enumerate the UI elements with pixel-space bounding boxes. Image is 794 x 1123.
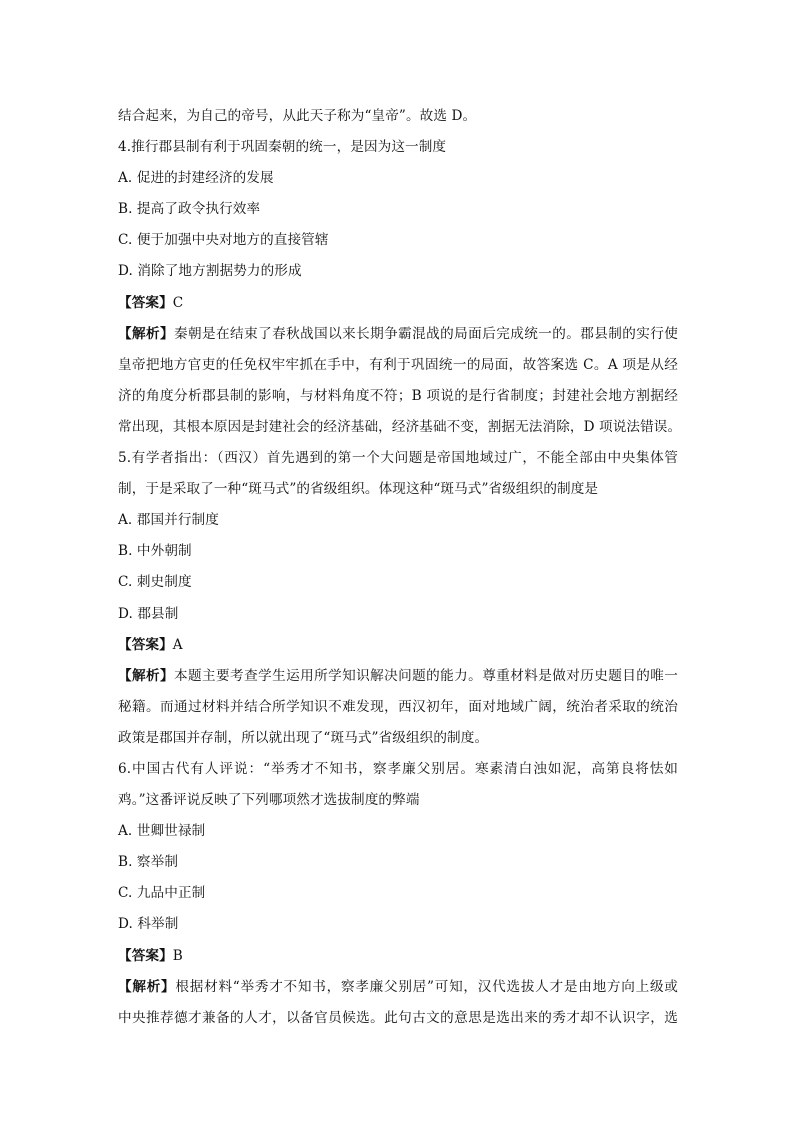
answer-value: A bbox=[172, 636, 183, 653]
option-a: A. 促进的封建经济的发展 bbox=[118, 170, 274, 187]
analysis-label: 【解析】 bbox=[118, 667, 175, 684]
answer-label: 【答案】 bbox=[118, 947, 173, 964]
option-c: C. 便于加强中央对地方的直接管辖 bbox=[118, 232, 329, 249]
answer-value: B bbox=[172, 947, 183, 964]
document-page bbox=[118, 101, 682, 1034]
option-a: A. 郡国并行制度 bbox=[118, 512, 219, 529]
answer-line bbox=[118, 941, 678, 972]
text-line: 秘籍。而通过材料并结合所学知识不难发现，西汉初年，面对地域广阔，统治者采取的统治 bbox=[118, 698, 678, 715]
question-6-stem-cont: 鸡。”这番评说反映了下列哪项然才选拔制度的弊端 bbox=[118, 792, 420, 809]
analysis-label: 【解析】 bbox=[118, 978, 176, 995]
option-d: D. 郡县制 bbox=[118, 605, 179, 622]
text-line: 中央推荐德才兼备的人才，以备官员候选。此句古文的意思是选出来的秀才却不认识字，选 bbox=[118, 1009, 678, 1026]
answer-label: 【答案】 bbox=[118, 636, 173, 653]
answer-value: C bbox=[172, 294, 184, 311]
option-c: C. 九品中正制 bbox=[118, 885, 206, 902]
analysis-line bbox=[118, 972, 678, 1003]
question-5-stem: 5.有学者指出：（西汉）首先遇到的第一个大问题是帝国地域过广，不能全部由中央集体管 bbox=[118, 450, 678, 467]
analysis-label: 【解析】 bbox=[118, 325, 175, 342]
question-4-stem: 4.推行郡县制有利于巩固秦朝的统一，是因为这一制度 bbox=[118, 139, 447, 156]
question-6-stem: 6.中国古代有人评说：“举秀才不知书，察孝廉父别居。寒素清白浊如泥，高第良将怯如 bbox=[118, 760, 678, 777]
analysis-text: 本题主要考查学生运用所学知识解决问题的能力。尊重材料是做对历史题目的唯一 bbox=[174, 667, 678, 684]
text-line: 常出现，其根本原因是封建社会的经济基础，经济基础不变，割据无法消除，D 项说法错误。 bbox=[118, 418, 682, 435]
text-line: 结合起来，为自己的帝号，从此天子称为“皇帝”。故选 D。 bbox=[118, 108, 477, 124]
answer-label: 【答案】 bbox=[118, 294, 173, 311]
option-b: B. 中外朝制 bbox=[118, 543, 192, 560]
answer-line bbox=[118, 288, 678, 319]
option-a: A. 世卿世禄制 bbox=[118, 823, 206, 840]
answer-line bbox=[118, 630, 678, 661]
option-b: B. 察举制 bbox=[118, 854, 179, 871]
text-line: 政策是郡国并存制，所以就出现了“斑马式”省级组织的制度。 bbox=[118, 729, 489, 746]
option-c: C. 刺史制度 bbox=[118, 574, 192, 591]
text-line: 济的角度分析郡县制的影响，与材料角度不符；B 项说的是行省制度；封建社会地方割据经 bbox=[118, 387, 678, 404]
analysis-line bbox=[118, 319, 678, 350]
text-line: 皇帝把地方官吏的任免权牢牢抓在手中，有利于巩固统一的局面，故答案选 C。A 项是从经 bbox=[118, 356, 678, 373]
analysis-text: 根据材料“举秀才不知书，察孝廉父别居”可知，汉代选拔人才是由地方向上级或 bbox=[175, 978, 679, 995]
option-d: D. 消除了地方割据势力的形成 bbox=[118, 263, 302, 280]
option-b: B. 提高了政令执行效率 bbox=[118, 201, 261, 218]
analysis-text: 秦朝是在结束了春秋战国以来长期争霸混战的局面后完成统一的。郡县制的实行使 bbox=[174, 325, 678, 342]
analysis-line bbox=[118, 661, 678, 692]
option-d: D. 科举制 bbox=[118, 916, 179, 933]
question-5-stem-cont: 制，于是采取了一种“斑马式”的省级组织。体现这种“斑马式”省级组织的制度是 bbox=[118, 481, 599, 498]
